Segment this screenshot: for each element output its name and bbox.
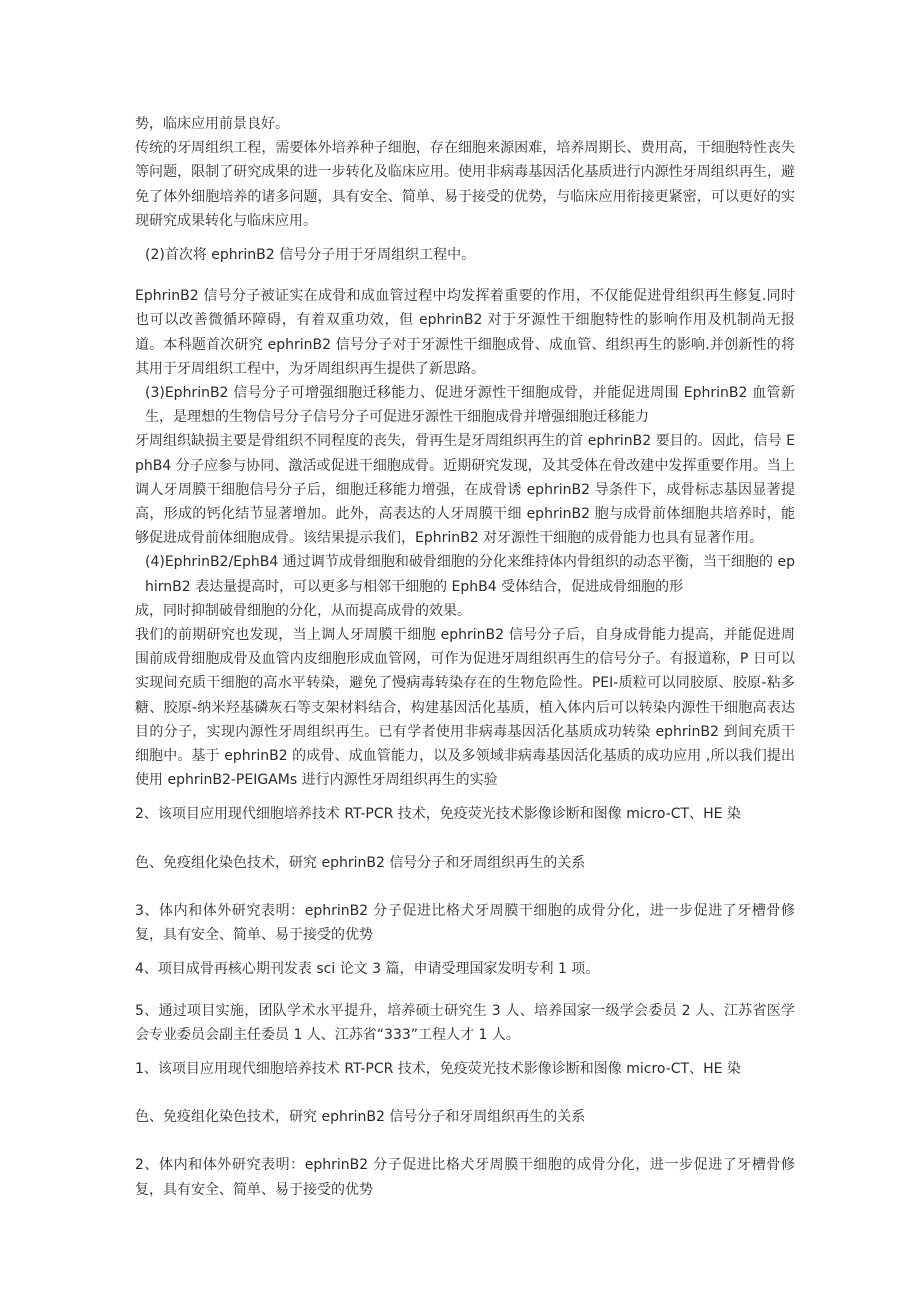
- paragraph-4: EphrinB2 信号分子被证实在成骨和成血管过程中均发挥着重要的作用，不仅能促进骨组织再生修复.同时也可以改善微循环障碍，有着双重功效，但 ephrinB2 对于牙源性干细胞特性的影响作用及机制尚无报道。本科题首次研究 ephrinB2 信号分子对于牙源性干细胞成骨、成血管、组织再生的影响.并创新性的将其用于牙周组织工程中，为牙周组织再生提供了新思路。: [135, 288, 795, 377]
- paragraph-9: 我们的前期研究也发现，当上调人牙周膜干细胞 ephrinB2 信号分子后，自身成骨能力提高，并能促进周围前成骨细胞成骨及血管内皮细胞形成血管网，可作为促进牙周组织再生的信号分子。有报道称，P 日可以实现间充质干细胞的高水平转染，避免了慢病毒转染存在的生物危险性。PEI-质粒可以同胶原、胶原-粘多糖、胶原-纳米羟基磷灰石等支架材料结合，构建基因活化基质，植入体内后可以转染内源性干细胞高表达目的分子，实现内源性牙周组织再生。已有学者使用非病毒基因活化基质成功转染 ephrinB2 到间充质干细胞中。基于 ephrinB2 的成骨、成血管能力，以及多领域非病毒基因活化基质的成功应用 ,所以我们提出使用 ephrinB2-PEIGAMs 进行内源性牙周组织再生的实验: [135, 627, 795, 789]
- paragraph-7: (4)EphrinB2/EphB4 通过调节成骨细胞和破骨细胞的分化来维持体内骨组织的动态平衡，当干细胞的 ephirnB2 表达量提高时，可以更多与相邻干细胞的 EphB4 受体结合，促进成骨细胞的形: [145, 554, 795, 595]
- paragraph-16: 色、免疫组化染色技术，研究 ephrinB2 信号分子和牙周组织再生的关系: [135, 1109, 586, 1126]
- paragraph-10: 2、该项目应用现代细胞培养技术 RT-PCR 技术，免疫荧光技术影像诊断和图像 micro-CT、HE 染: [135, 806, 741, 823]
- paragraph-1: 势，临床应用前景良好。: [135, 116, 289, 132]
- paragraph-13: 4、项目成骨再核心期刊发表 sci 论文 3 篇，申请受理国家发明专利 1 项。: [135, 961, 600, 978]
- paragraph-15: 1、该项目应用现代细胞培养技术 RT-PCR 技术，免疫荧光技术影像诊断和图像 micro-CT、HE 染: [135, 1060, 741, 1077]
- paragraph-11: 色、免疫组化染色技术，研究 ephrinB2 信号分子和牙周组织再生的关系: [135, 854, 586, 871]
- paragraph-17: 2、体内和体外研究表明：ephrinB2 分子促进比格犬牙周膜干细胞的成骨分化，进一步促进了牙槽骨修复，具有安全、简单、易于接受的优势: [135, 1157, 795, 1198]
- paragraph-3: (2)首次将 ephrinB2 信号分子用于牙周组织工程中。: [145, 247, 476, 264]
- paragraph-6: 牙周组织缺损主要是骨组织不同程度的丧失，骨再生是牙周组织再生的首 ephrinB2 要目的。因此，信号 EphB4 分子应参与协同、激活或促进干细胞成骨。近期研究发现，及其受体在骨改建中发挥重要作用。当上调人牙周膜干细胞信号分子后，细胞迁移能力增强，在成骨诱 ephrinB2 导条件下，成骨标志基因显著提高，形成的钙化结节显著增加。此外，高表达的人牙周膜干细 ephrinB2 胞与成骨前体细胞共培养时，能够促进成骨前体细胞成骨。该结果提示我们，EphrinB2 对牙源性干细胞的成骨能力也具有显著作用。: [135, 433, 795, 547]
- paragraph-12: 3、体内和体外研究表明：ephrinB2 分子促进比格犬牙周膜干细胞的成骨分化，进一步促进了牙槽骨修复，具有安全、简单、易于接受的优势: [135, 902, 795, 944]
- paragraph-2: 传统的牙周组织工程，需要体外培养种子细胞，存在细胞来源困难，培养周期长、费用高，干细胞特性丧失等问题，限制了研究成果的进一步转化及临床应用。使用非病毒基因活化基质进行内源性牙周组织再生，避免了体外细胞培养的诸多问题，具有安全、简单、易于接受的优势，与临床应用衔接更紧密，可以更好的实现研究成果转化与临床应用。: [135, 140, 795, 229]
- document-page: [135, 112, 795, 1202]
- paragraph-5: (3)EphrinB2 信号分子可增强细胞迁移能力、促进牙源性干细胞成骨，并能促进周围 EphrinB2 血管新生，是理想的生物信号分子信号分子可促进牙源性干细胞成骨并增强细胞迁移能力: [145, 385, 795, 426]
- paragraph-14: 5、通过项目实施，团队学术水平提升，培养硕士研究生 3 人、培养国家一级学会委员 2 人、江苏省医学会专业委员会副主任委员 1 人、江苏省“333”工程人才 1 人。: [135, 1002, 795, 1043]
- paragraph-8: 成，同时抑制破骨细胞的分化，从而提高成骨的效果。: [135, 602, 471, 619]
